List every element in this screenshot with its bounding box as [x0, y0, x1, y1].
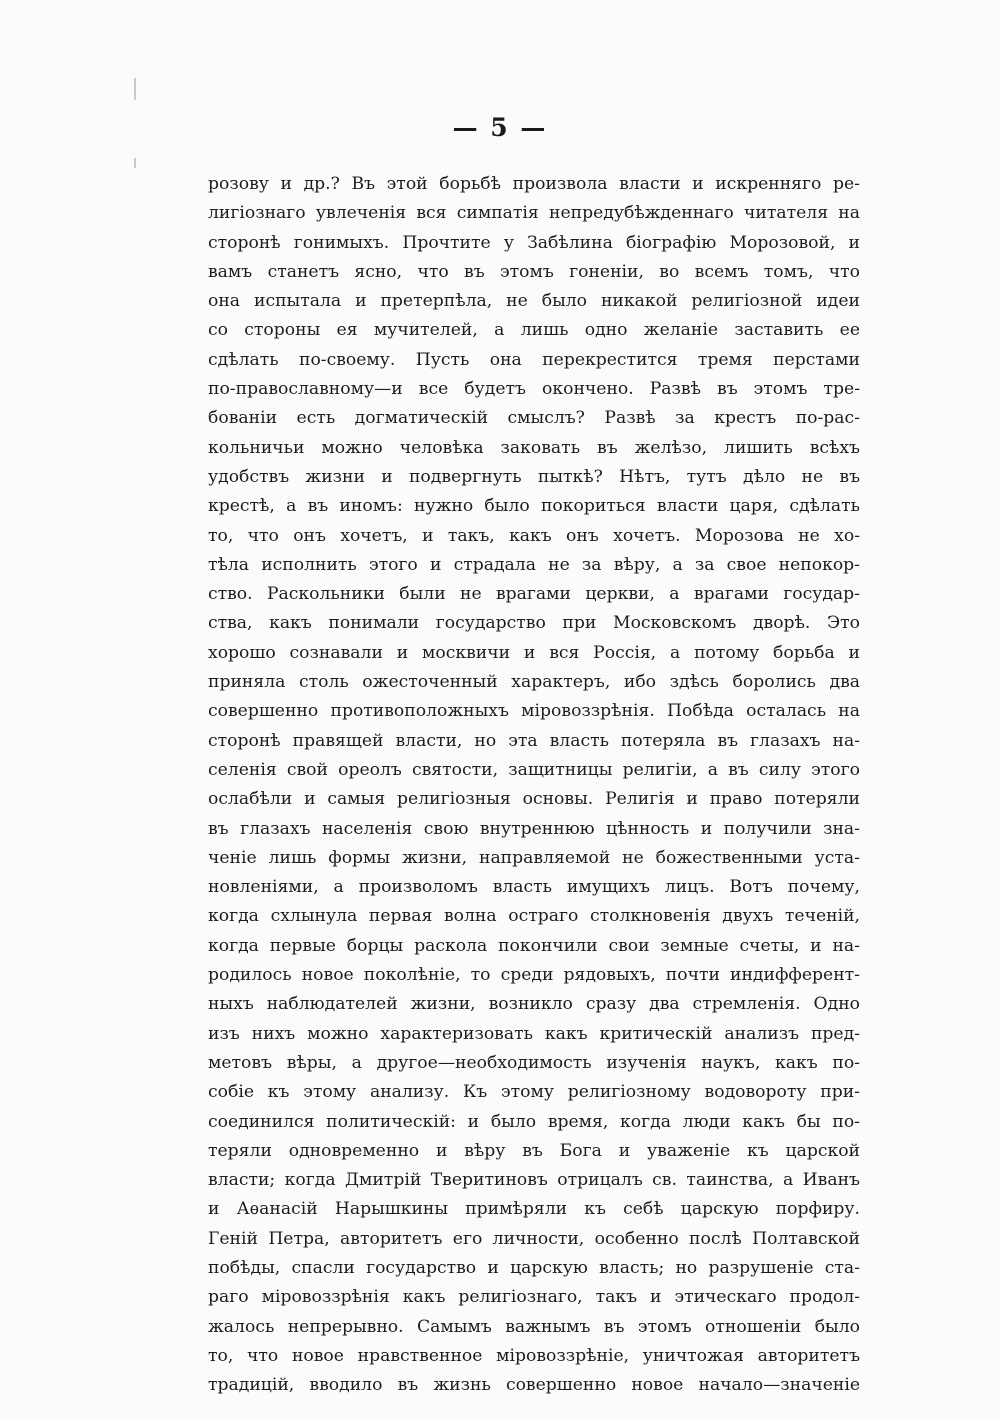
text-line: розову и др.? Въ этой борьбѣ произвола власти и искренняго ре-	[208, 174, 860, 194]
text-line: селенія свой ореолъ святости, защитницы религіи, а въ силу этого	[208, 759, 860, 780]
text-line: жалось непрерывно. Самымъ важнымъ въ этомъ отношеніи было	[208, 1316, 860, 1337]
text-line: лигіознаго увлеченія вся симпатія непредубѣжденнаго читателя на	[208, 203, 860, 224]
text-line: родилось новое поколѣніе, то среди рядовыхъ, почти индифферент-	[208, 965, 860, 986]
text-line: въ глазахъ населенія свою внутреннюю цѣнность и получили зна-	[208, 818, 860, 839]
text-line: приняла столь ожесточенный характеръ, ибо здѣсь боролись два	[208, 672, 860, 693]
text-line: ныхъ наблюдателей жизни, возникло сразу два стремленія. Одно	[208, 994, 860, 1015]
text-line: по-православному—и все будетъ окончено. Развѣ въ этомъ тре-	[208, 379, 860, 400]
text-line: раго міровоззрѣнія какъ религіознаго, такъ и этическаго продол-	[208, 1287, 860, 1308]
text-line: удобствъ жизни и подвергнуть пыткѣ? Нѣтъ, тутъ дѣло не въ	[208, 466, 860, 487]
body-text	[208, 170, 860, 1400]
text-line: когда схлынула первая волна остраго столкновенія двухъ теченій,	[208, 906, 860, 927]
text-line: побѣды, спасли государство и царскую власть; но разрушеніе ста-	[208, 1257, 860, 1278]
page-number: — 5 —	[452, 113, 548, 142]
text-line: когда первые борцы раскола покончили свои земные счеты, и на-	[208, 935, 860, 956]
text-line: новленіями, а произволомъ власть имущихъ лицъ. Вотъ почему,	[208, 877, 860, 898]
margin-mark-lower	[134, 158, 136, 168]
text-line: метовъ вѣры, а другое—необходимость изученія наукъ, какъ по-	[208, 1052, 860, 1073]
text-line: теряли одновременно и вѣру въ Бога и уваженіе къ царской	[208, 1140, 860, 1161]
text-line: собіе къ этому анализу. Къ этому религіозному водовороту при-	[208, 1082, 860, 1103]
text-line: сторонѣ гонимыхъ. Прочтите у Забѣлина біографію Морозовой, и	[208, 232, 860, 253]
text-line: крестѣ, а въ иномъ: нужно было покориться власти царя, сдѣлать	[208, 496, 860, 517]
text-line: со стороны ея мучителей, а лишь одно желаніе заставить ее	[208, 320, 860, 341]
text-line: совершенно противоположныхъ міровоззрѣнія. Побѣда осталась на	[208, 701, 860, 722]
text-line: бованіи есть догматическій смыслъ? Развѣ за крестъ по-рас-	[208, 408, 860, 429]
text-line: то, что онъ хочетъ, и такъ, какъ онъ хочетъ. Морозова не хо-	[208, 525, 860, 546]
margin-mark-upper	[134, 78, 136, 100]
text-line: хорошо сознавали и москвичи и вся Россія, а потому борьба и	[208, 642, 860, 663]
text-line: и Аѳанасій Нарышкины примѣряли къ себѣ царскую порфиру.	[208, 1199, 860, 1220]
text-line: ства, какъ понимали государство при Московскомъ дворѣ. Это	[208, 613, 860, 634]
text-line: то, что новое нравственное міровоззрѣніе, уничтожая авторитетъ	[208, 1345, 860, 1366]
text-line: изъ нихъ можно характеризовать какъ критическій анализъ пред-	[208, 1023, 860, 1044]
text-line: власти; когда Дмитрій Тверитиновъ отрицалъ св. таинства, а Иванъ	[208, 1170, 860, 1191]
text-line: сторонѣ правящей власти, но эта власть потеряла въ глазахъ на-	[208, 730, 860, 751]
text-line: тѣла исполнить этого и страдала не за вѣру, а за свое непокор-	[208, 554, 860, 575]
text-line: соединился политическій: и было время, когда люди какъ бы по-	[208, 1111, 860, 1132]
text-line: традицій, вводило въ жизнь совершенно новое начало—значеніе	[208, 1375, 860, 1396]
text-line: ство. Раскольники были не врагами церкви, а врагами государ-	[208, 584, 860, 605]
text-line: кольничьи можно человѣка заковать въ желѣзо, лишить всѣхъ	[208, 437, 860, 458]
text-line: Геній Петра, авторитетъ его личности, особенно послѣ Полтавской	[208, 1228, 860, 1249]
text-line: ченіе лишь формы жизни, направляемой не божественными уста-	[208, 847, 860, 868]
text-line: она испытала и претерпѣла, не было никакой религіозной идеи	[208, 291, 860, 312]
text-line: ослабѣли и самыя религіозныя основы. Религія и право потеряли	[208, 789, 860, 810]
text-line: сдѣлать по-своему. Пусть она перекрестится тремя перстами	[208, 349, 860, 370]
text-line: вамъ станетъ ясно, что въ этомъ гоненіи, во всемъ томъ, что	[208, 261, 860, 282]
